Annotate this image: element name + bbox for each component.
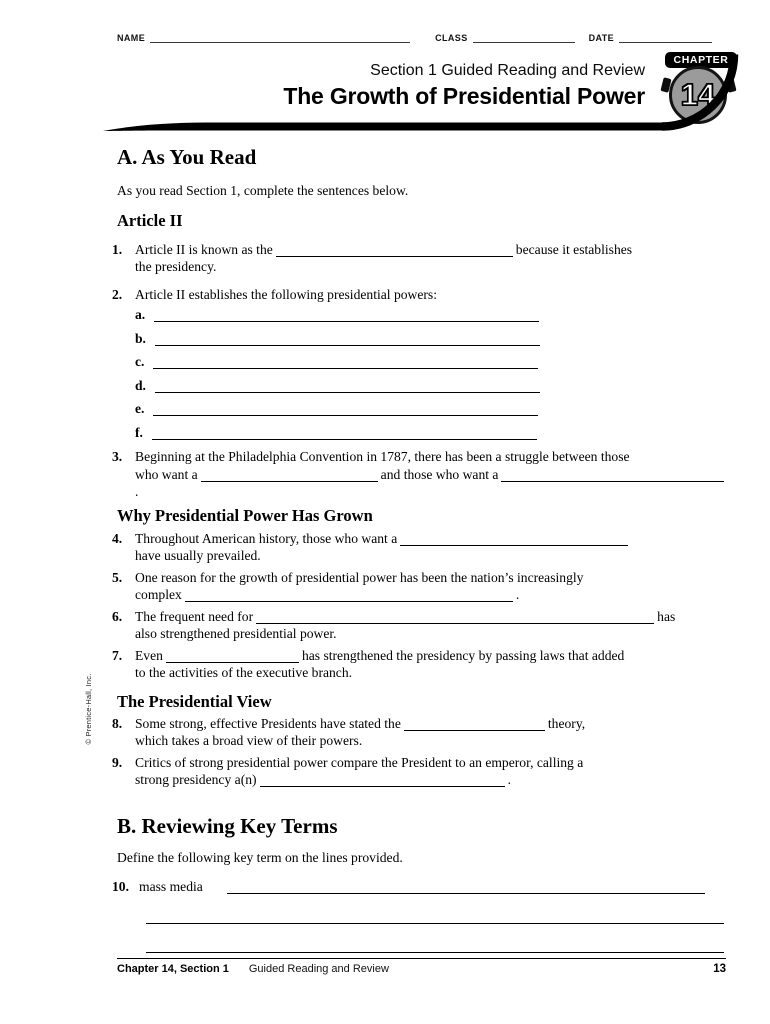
- answer-blank: [153, 404, 538, 416]
- question-text: complex: [135, 587, 182, 602]
- question-9: [112, 754, 730, 789]
- key-term: mass media: [139, 879, 203, 894]
- section-subtitle: Section 1 Guided Reading and Review: [370, 62, 645, 79]
- date-label: DATE: [588, 33, 615, 43]
- answer-blank: [185, 590, 513, 602]
- item-letter: a.: [135, 307, 146, 322]
- question-text: Article II establishes the following presidential powers:: [135, 286, 438, 302]
- question-2: [112, 286, 730, 304]
- question-text: has: [657, 608, 676, 624]
- answer-blank: [155, 334, 540, 346]
- answer-row-a: [112, 303, 730, 327]
- question-8: [112, 715, 730, 750]
- header-rule-graphic: [0, 0, 770, 150]
- question-6: [112, 608, 730, 643]
- question-number: 2.: [112, 286, 123, 302]
- answer-row-e: [112, 397, 730, 421]
- question-text: also strengthened presidential power.: [135, 626, 337, 641]
- answer-row-b: [112, 327, 730, 351]
- question-text: have usually prevailed.: [135, 548, 261, 563]
- answer-blank: [501, 470, 724, 482]
- question-text: the presidency.: [135, 259, 217, 274]
- question-number: 6.: [112, 608, 123, 624]
- question-text: Throughout American history, those who want a: [135, 530, 398, 546]
- page-footer: [117, 958, 726, 975]
- definition-line: [146, 924, 724, 953]
- question-1: [112, 241, 730, 276]
- item-letter: f.: [135, 424, 143, 440]
- question-text: and those who want a: [380, 466, 499, 482]
- footer-doc-title: Guided Reading and Review: [248, 963, 389, 975]
- question-text: Beginning at the Philadelphia Convention in 1787, there has been a struggle between those: [135, 449, 630, 464]
- item-letter: e.: [135, 401, 145, 416]
- question-4: [112, 530, 730, 565]
- question-text: who want a: [135, 466, 198, 482]
- question-10: [112, 878, 730, 896]
- question-text: One reason for the growth of presidential power has been the nation’s increasingly: [135, 569, 584, 585]
- answer-blank: [166, 651, 299, 663]
- section-a-heading: A. As You Read: [117, 145, 257, 169]
- section-b-heading: B. Reviewing Key Terms: [117, 813, 338, 838]
- answer-row-d: [112, 374, 730, 398]
- answer-blank: [256, 612, 654, 624]
- subheading-why-power-has-grown: Why Presidential Power Has Grown: [117, 505, 373, 525]
- worksheet-body: [112, 146, 730, 953]
- question-number: 3.: [112, 449, 123, 464]
- answer-blank: [227, 882, 705, 894]
- question-number: 5.: [112, 569, 123, 585]
- question-text: theory,: [547, 715, 586, 731]
- section-b-instructions: Define the following key term on the lines provided.: [117, 849, 403, 865]
- question-text: which takes a broad view of their powers.: [135, 733, 363, 748]
- item-letter: d.: [135, 377, 146, 393]
- answer-row-f: [112, 421, 730, 445]
- question-text: The frequent need for: [135, 608, 254, 624]
- question-number: 4.: [112, 530, 123, 546]
- answer-blank: [152, 428, 537, 440]
- definition-line: [146, 896, 724, 925]
- question-text: Some strong, effective Presidents have stated the: [135, 715, 401, 731]
- answer-blank: [276, 245, 513, 257]
- question-text: Critics of strong presidential power compare the President to an emperor, calling a: [135, 754, 584, 770]
- copyright-imprint: © Prentice-Hall, Inc.: [84, 673, 93, 745]
- footer-page-number: 13: [713, 963, 726, 975]
- answer-row-c: [112, 350, 730, 374]
- question-text: Article II is known as the: [135, 241, 273, 257]
- question-text: to the activities of the executive branch.: [135, 665, 353, 680]
- question-7: [112, 647, 730, 682]
- question-text: .: [515, 587, 520, 602]
- answer-blank: [260, 775, 505, 787]
- name-label: NAME: [117, 33, 146, 43]
- question-text: .: [135, 484, 139, 499]
- answer-blank: [400, 534, 628, 546]
- class-label: CLASS: [435, 33, 468, 43]
- section-a-instructions: As you read Section 1, complete the sentences below.: [117, 183, 409, 198]
- question-5: [112, 569, 730, 604]
- subheading-presidential-view: The Presidential View: [117, 691, 272, 711]
- answer-blank: [201, 470, 378, 482]
- question-text: strong presidency a(n): [135, 772, 257, 787]
- page-title: The Growth of Presidential Power: [283, 83, 645, 110]
- item-letter: b.: [135, 330, 146, 346]
- question-number: 10.: [112, 879, 129, 894]
- answer-blank: [155, 381, 540, 393]
- answer-blank: [404, 719, 545, 731]
- question-text: Even: [135, 647, 163, 663]
- subheading-article-ii: Article II: [117, 210, 183, 230]
- question-number: 7.: [112, 647, 123, 663]
- item-letter: c.: [135, 354, 145, 369]
- question-number: 8.: [112, 715, 123, 731]
- question-text: has strengthened the presidency by passing laws that added: [301, 647, 625, 663]
- question-text: .: [507, 772, 511, 787]
- chapter-number-shield-icon: 14: [669, 66, 727, 124]
- answer-blank: [153, 357, 538, 369]
- chapter-label: CHAPTER: [665, 52, 737, 68]
- footer-chapter-ref: Chapter 14, Section 1: [117, 963, 229, 975]
- question-number: 9.: [112, 754, 123, 770]
- question-3: [112, 448, 730, 501]
- question-number: 1.: [112, 241, 123, 257]
- answer-blank: [154, 310, 539, 322]
- question-text: because it establishes: [515, 241, 633, 257]
